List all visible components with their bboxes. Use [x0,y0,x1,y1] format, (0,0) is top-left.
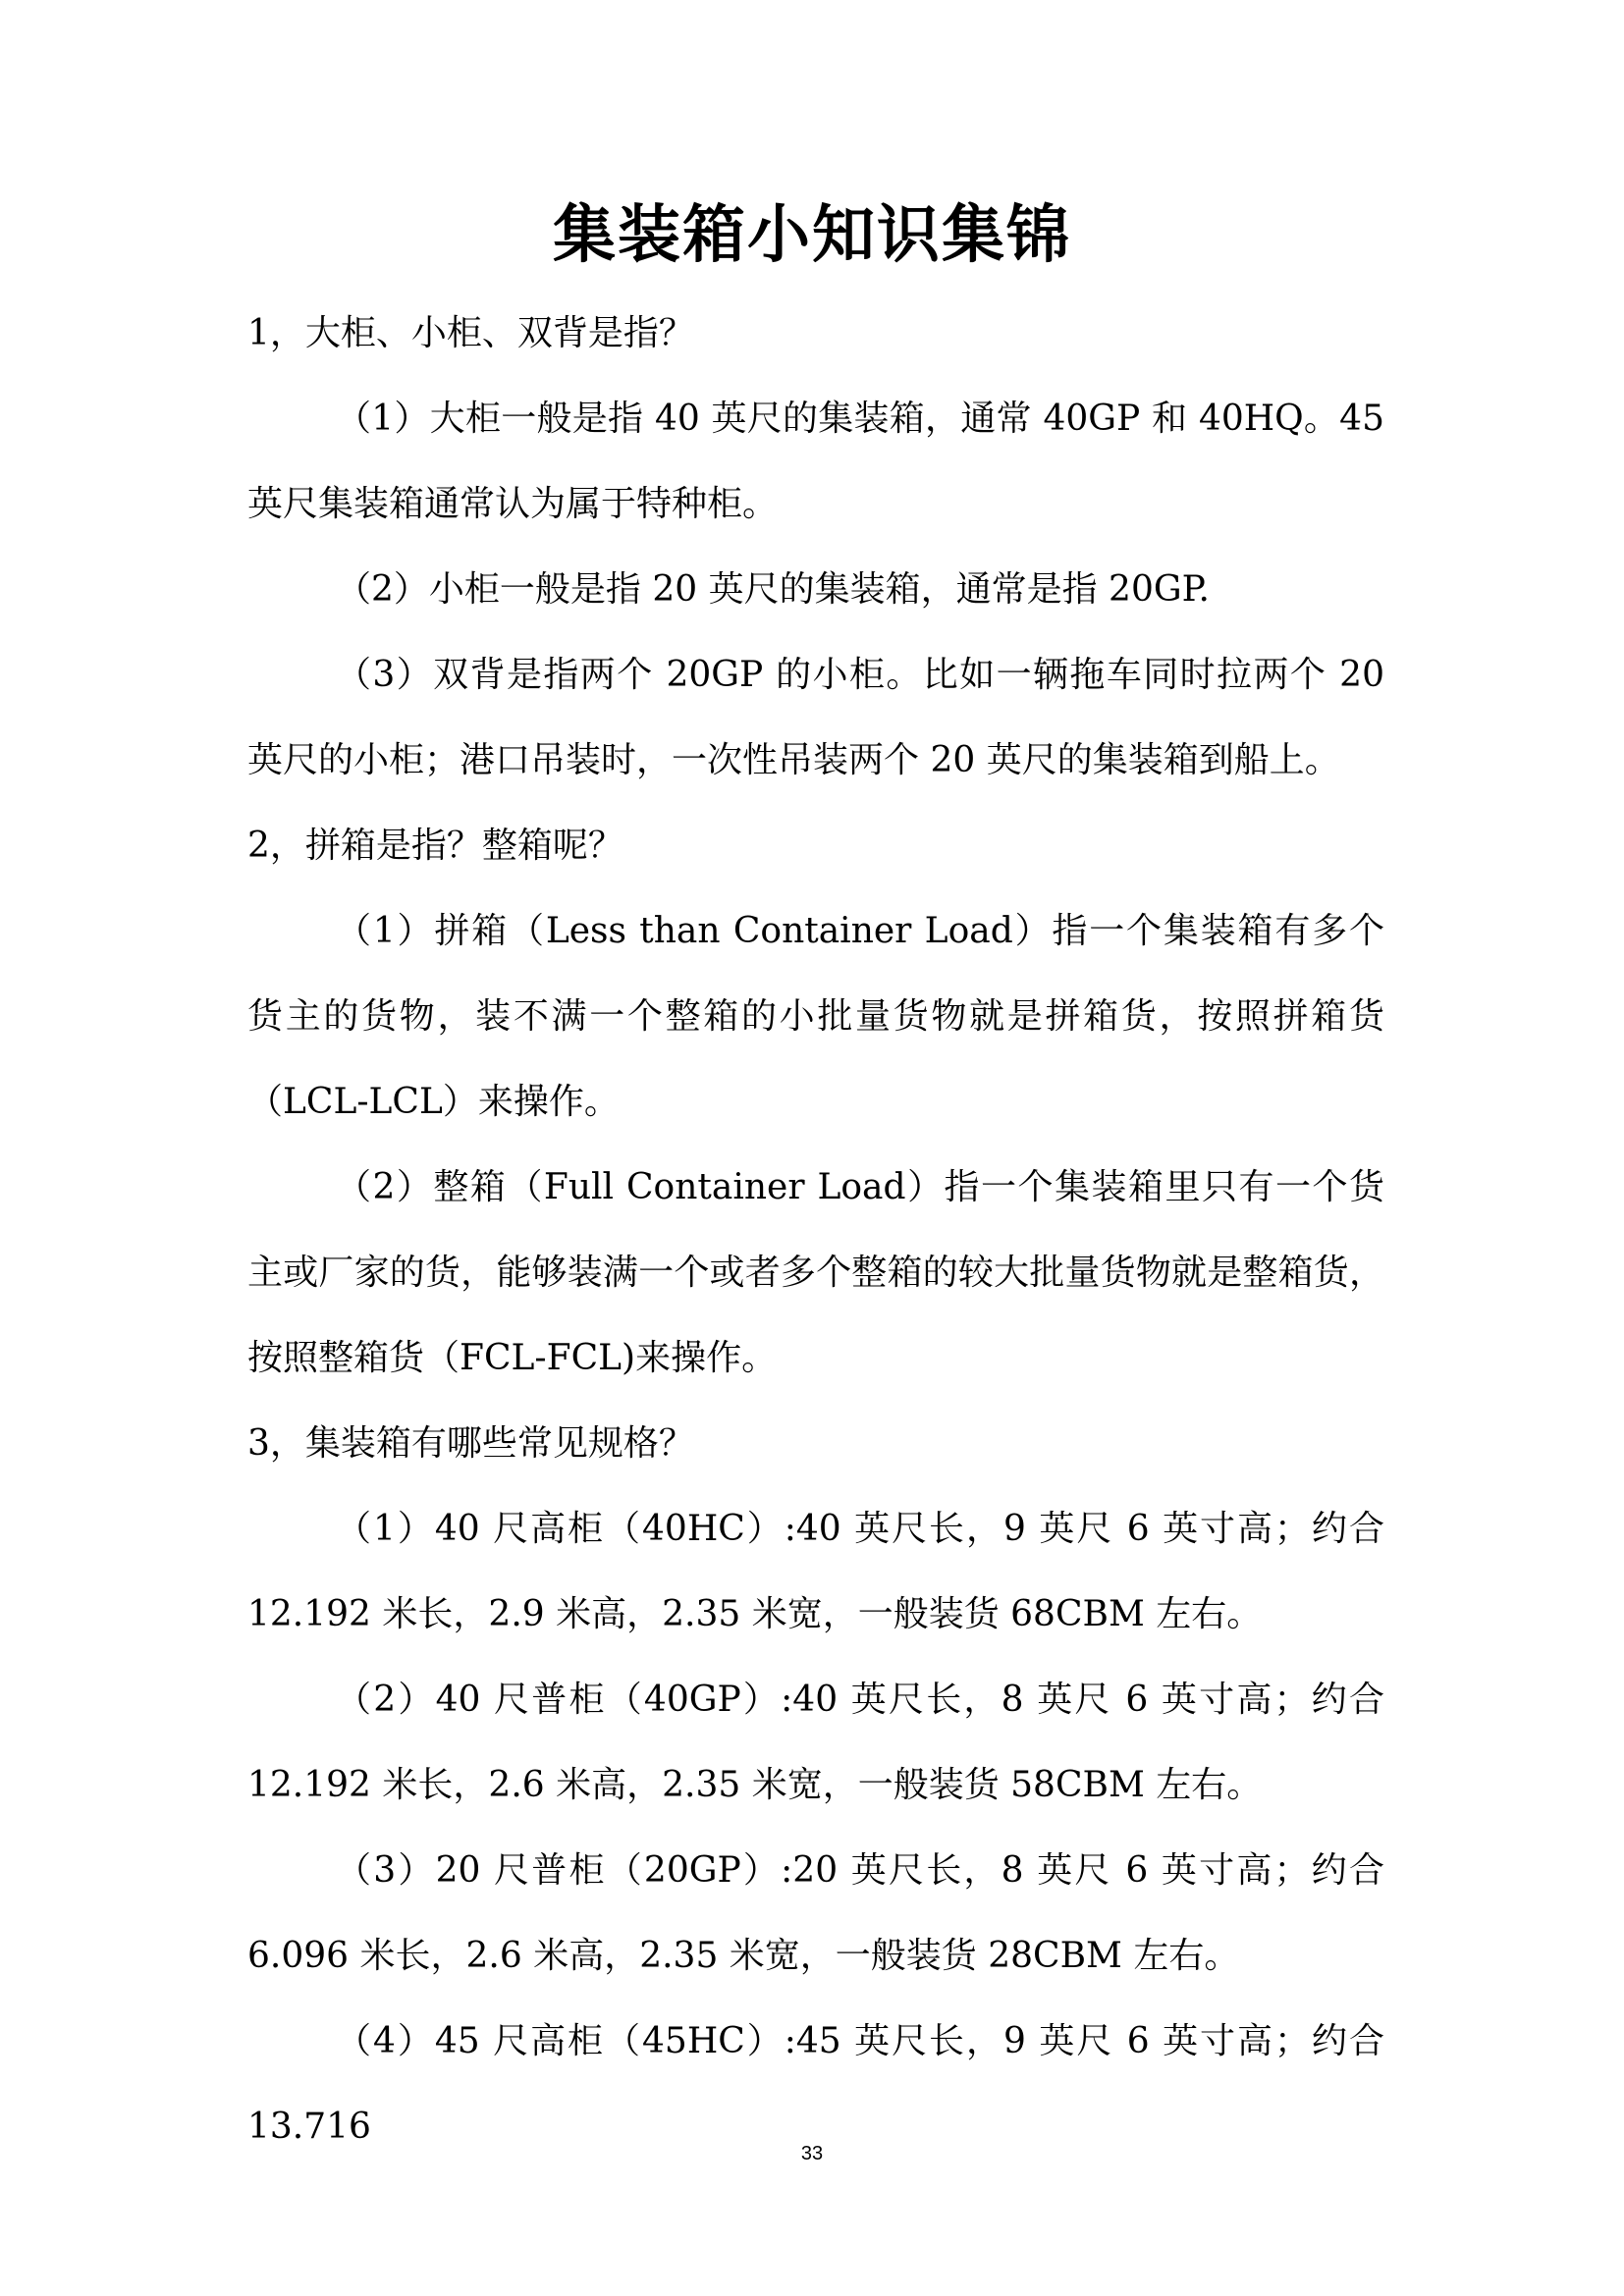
paragraph: （2）40 尺普柜（40GP）:40 英尺长，8 英尺 6 英寸高；约合 12.192 米长，2.6 米高，2.35 米宽，一般装货 58CBM 左右。 [247,1680,1384,1805]
paragraph: （1）拼箱（Less than Container Load）指一个集装箱有多个货主的货物，装不满一个整箱的小批量货物就是拼箱货，按照拼箱货（LCL-LCL）来操作。 [247,911,1384,1122]
paragraph: （4）45 尺高柜（45HC）:45 英尺长，9 英尺 6 英寸高；约合 13.716 [247,2021,1384,2147]
paragraph: （2）小柜一般是指 20 英尺的集装箱，通常是指 20GP. [336,569,1210,610]
section-heading-2: 2，拼箱是指？整箱呢？ [247,826,623,866]
page-title: 集装箱小知识集锦 [553,199,1071,272]
section-heading-1: 1，大柜、小柜、双背是指？ [247,313,694,353]
paragraph: （2）整箱（Full Container Load）指一个集装箱里只有一个货主或厂家的货，能够装满一个或者多个整箱的较大批量货物就是整箱货，按照整箱货（FCL-FCL)来操作。 [247,1167,1384,1378]
paragraph: （1）40 尺高柜（40HC）:40 英尺长，9 英尺 6 英寸高；约合 12.192 米长，2.9 米高，2.35 米宽，一般装货 68CBM 左右。 [247,1509,1384,1634]
page-number: 33 [800,2143,824,2164]
section-heading-3: 3，集装箱有哪些常见规格？ [247,1423,694,1464]
document-body [247,291,1384,2169]
paragraph: （3）双背是指两个 20GP 的小柜。比如一辆拖车同时拉两个 20 英尺的小柜；港口吊装时，一次性吊装两个 20 英尺的集装箱到船上。 [247,655,1384,780]
paragraph: （3）20 尺普柜（20GP）:20 英尺长，8 英尺 6 英寸高；约合 6.096 米长，2.6 米高，2.35 米宽，一般装货 28CBM 左右。 [247,1850,1384,1976]
paragraph: （1）大柜一般是指 40 英尺的集装箱，通常 40GP 和 40HQ。45 英尺集装箱通常认为属于特种柜。 [247,399,1384,524]
